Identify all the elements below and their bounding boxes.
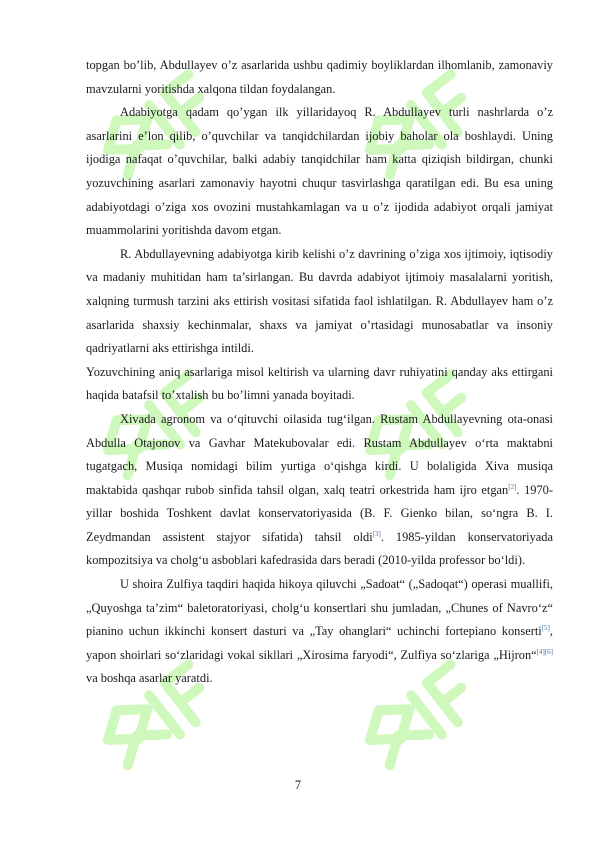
paragraph-text: Adabiyotga qadam qo’ygan ilk yillaridayoq R. Abdullayev turli nashrlarda o’z asarlarini e’lon qilib, o’quvchilar va tanqidchilardan ijobiy baholar ola boshlaydi. Uning ijodiga nafaqat o’quvchilar, balki adabiy tanqidchilar ham katta qiziqish bildirgan, chunki yozuvchining asarlari zamonaviy hayotni chuqur tasvirlashga qaratilgan edi. Bu esa uning adabiyotdagi o’ziga xos ovozini mustahkamlagan va u o’z ijodida adabiyot orqali jamiyat muammolarini yoritishda davom etgan.: [86, 105, 553, 238]
body-text: [86, 54, 553, 691]
paragraph-text: Yozuvchining aniq asarlariga misol keltirish va ularning davr ruhiyatini qanday aks ettirgani haqida batafsil to’xtalish bu bo’limni yanada boyitadi.: [86, 364, 553, 403]
page-number: 7: [294, 778, 302, 792]
footnote-reference-link[interactable]: [2]: [508, 482, 517, 491]
paragraph: [86, 408, 553, 573]
paragraph-text: U shoira Zulfiya taqdiri haqida hikoya qiluvchi „Sadoat“ („Sadoqat“) operasi muallifi, „Quyoshga ta’zim“ baletoratoriyasi, cholg‘u konsertlari shu jumladan, „Chunes of Navro‘z“ pianino uchun ikkinchi konsert dasturi va „Tay ohanglari“ uchinchi fortepiano konserti: [86, 577, 553, 639]
footnote-reference-link[interactable]: [4][6]: [536, 647, 553, 656]
footnote-reference-link[interactable]: [3]: [372, 529, 381, 538]
paragraph: [86, 361, 553, 408]
footnote-reference-link[interactable]: [5]: [541, 624, 550, 633]
paragraph: [86, 243, 553, 361]
paragraph-text: Xivada agronom va o‘qituvchi oilasida tug‘ilgan. Rustam Abdullayevning ota-onasi Abdulla Otajonov va Gavhar Matekubovalar edi. Rustam Abdullayev o‘rta maktabni tugatgach, Musiqa nomidagi bilim yurtiga o‘qishga kirdi. U bolaligida Xiva musiqa maktabida qashqar rubob sinfida tahsil olgan, xalq teatri orkestrida ham ijro etgan: [86, 411, 553, 497]
paragraph-text: R. Abdullayevning adabiyotga kirib kelishi o’z davrining o’ziga xos ijtimoiy, iqtisodiy va madaniy muhitidan ham ta’sirlangan. Bu davrda adabiyot ijtimoiy masalalarni yoritish, xalqning turmush tarzini aks ettirish vositasi sifatida faol ishlatilgan. R. Abdullayev ham o’z asarlarida shaxsiy kechinmalar, shaxs va jamiyat o’rtasidagi munosabatlar va insoniy qadriyatlarni aks ettirishga intildi.: [86, 246, 553, 356]
paragraph-text: va boshqa asarlar yaratdi.: [86, 671, 213, 686]
paragraph-text: , yapon shoirlari so‘zlaridagi vokal sikllari „Xirosima faryodi“, Zulfiya so‘zlariga „Hijron“: [86, 624, 553, 662]
paragraph: [86, 101, 553, 243]
paragraph: [86, 54, 553, 101]
paragraph-text: . 1985-yildan konservatoriyada kompozitsiya va cholg‘u asboblari kafedrasida dars beradi (2010-yilda professor bo‘ldi).: [86, 529, 553, 568]
paragraph-text: . 1970-yillar boshida Toshkent davlat konservatoriyasida (B. F. Gienko bilan, so‘ngra B. I. Zeydmandan assistent stajyor sifatida) tahsil oldi: [86, 482, 553, 544]
paragraph-text: topgan bo’lib, Abdullayev o’z asarlarida ushbu qadimiy boyliklardan ilhomlanib, zamonaviy mavzularni yoritishda xalqona tildan foydalangan.: [86, 58, 553, 96]
paragraph: [86, 573, 553, 691]
